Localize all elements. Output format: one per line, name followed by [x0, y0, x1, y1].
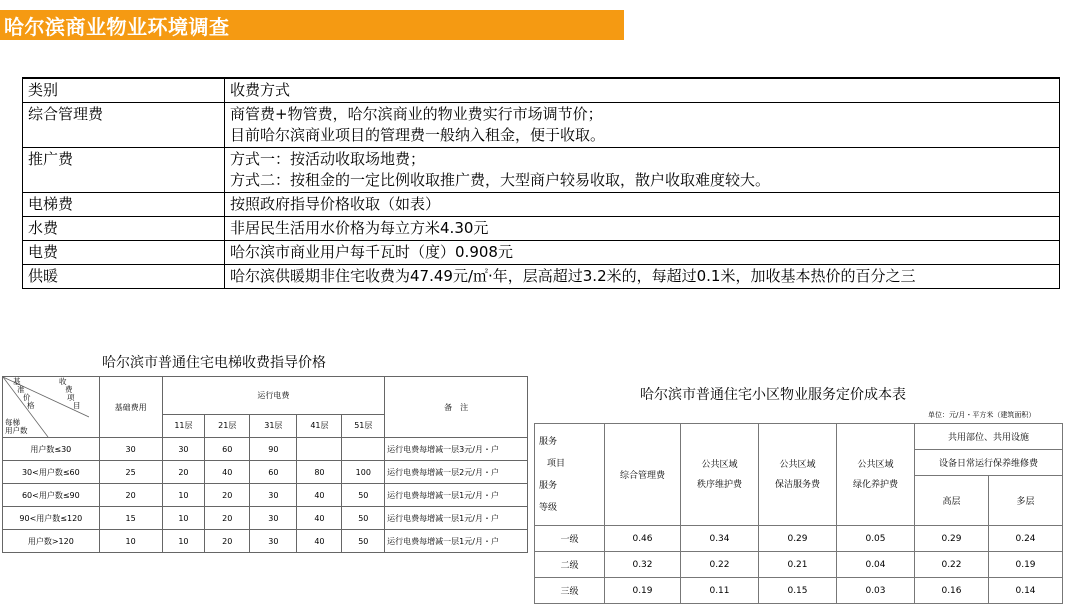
header-line: 公共区域: [779, 459, 816, 470]
value-cell: 0.04: [837, 552, 915, 578]
row-header-line: 服务: [539, 436, 558, 447]
table-row: [23, 241, 1060, 265]
row-category: 综合管理费: [23, 103, 225, 148]
corner-label: 准: [17, 385, 25, 394]
base-cell: 15: [99, 507, 162, 530]
value-cell: 0.14: [989, 578, 1063, 604]
fee-cell: 50: [342, 530, 385, 553]
elevator-header-row: [3, 377, 528, 415]
running-fee-header: 运行电费: [162, 377, 385, 415]
note-cell: 运行电费每增减一层1元/月・户: [385, 484, 528, 507]
floor-header: 21层: [205, 414, 250, 437]
high-rise-header: 高层: [915, 476, 989, 526]
fee-cell: 80: [297, 461, 342, 484]
method-line: 商管费+物管费，哈尔滨商业的物业费实行市场调节价；: [230, 105, 603, 123]
header-category: 类别: [23, 78, 225, 103]
title-banner: [0, 10, 624, 40]
value-cell: 0.29: [915, 526, 989, 552]
table-row: [3, 438, 528, 461]
value-cell: 0.05: [837, 526, 915, 552]
row-category: 电梯费: [23, 193, 225, 217]
note-cell: 运行电费每增减一层2元/月・户: [385, 461, 528, 484]
service-cost-table: [534, 423, 1063, 604]
fee-cell: [297, 438, 342, 461]
table-row: [535, 526, 1063, 552]
row-header-line: 等级: [539, 502, 558, 513]
note-cell: 运行电费每增减一层3元/月・户: [385, 438, 528, 461]
order-fee-header: [681, 424, 759, 526]
base-cell: 25: [99, 461, 162, 484]
fee-cell: [342, 438, 385, 461]
fee-cell: 30: [162, 438, 205, 461]
corner-label: 格: [27, 401, 35, 410]
header-line: 保洁服务费: [774, 479, 820, 490]
row-category: 推广费: [23, 148, 225, 193]
row-method: 哈尔滨供暖期非住宅收费为47.49元/㎡·年，层高超过3.2米的，每超过0.1米，加收基本热价的百分之三: [225, 265, 1060, 289]
fee-cell: 90: [250, 438, 297, 461]
corner-label: 基: [13, 377, 21, 386]
header-line: 公共区域: [857, 459, 894, 470]
value-cell: 0.19: [989, 552, 1063, 578]
fee-cell: 100: [342, 461, 385, 484]
row-method: 哈尔滨市商业用户每千瓦时（度）0.908元: [225, 241, 1060, 265]
header-line: 绿化养护费: [852, 479, 898, 490]
corner-label: 项: [67, 393, 75, 402]
row-method: [225, 148, 1060, 193]
fee-cell: 10: [162, 530, 205, 553]
fee-cell: 40: [297, 530, 342, 553]
users-cell: 用户数≤30: [3, 438, 100, 461]
maintenance-subheader: 设备日常运行保养维修费: [915, 450, 1063, 476]
table-row: [3, 484, 528, 507]
value-cell: 0.11: [681, 578, 759, 604]
row-method: 按照政府指导价格收取（如表）: [225, 193, 1060, 217]
fee-cell: 10: [162, 484, 205, 507]
method-line: 方式二：按租金的一定比例收取推广费，大型商户较易收取，散户收取难度较大。: [230, 171, 771, 189]
unit-note: 单位：元/月・平方米（建筑面积）: [928, 411, 1036, 419]
floor-header: 31层: [250, 414, 297, 437]
users-cell: 90<用户数≤120: [3, 507, 100, 530]
fee-cell: 40: [297, 484, 342, 507]
fee-cell: 50: [342, 484, 385, 507]
table-row: [23, 193, 1060, 217]
cost-table-title: 哈尔滨市普通住宅小区物业服务定价成本表: [640, 387, 906, 403]
table-row: [23, 265, 1060, 289]
value-cell: 0.03: [837, 578, 915, 604]
row-method: 非居民生活用水价格为每立方米4.30元: [225, 217, 1060, 241]
row-method: [225, 103, 1060, 148]
table-row: [535, 552, 1063, 578]
fee-table: [22, 77, 1060, 289]
value-cell: 0.22: [681, 552, 759, 578]
row-header-cell: [535, 424, 605, 526]
fee-table-header: [23, 78, 1060, 103]
note-cell: 运行电费每增减一层1元/月・户: [385, 507, 528, 530]
corner-label: 费: [65, 385, 73, 394]
cost-header-row: [535, 424, 1063, 450]
value-cell: 0.16: [915, 578, 989, 604]
note-header: 备 注: [385, 377, 528, 438]
fee-cell: 30: [250, 530, 297, 553]
value-cell: 0.21: [759, 552, 837, 578]
fee-cell: 10: [162, 507, 205, 530]
base-fee-header: 基础费用: [99, 377, 162, 438]
fee-cell: 20: [162, 461, 205, 484]
users-cell: 60<用户数≤90: [3, 484, 100, 507]
corner-label: 收: [59, 377, 67, 386]
grade-cell: 三级: [535, 578, 605, 604]
header-method: 收费方式: [225, 78, 1060, 103]
fee-cell: 40: [297, 507, 342, 530]
users-cell: 用户数>120: [3, 530, 100, 553]
value-cell: 0.34: [681, 526, 759, 552]
floor-header: 51层: [342, 414, 385, 437]
corner-label: 每梯: [5, 418, 20, 427]
greening-fee-header: [837, 424, 915, 526]
fee-cell: 30: [250, 484, 297, 507]
row-header-line: 项目: [547, 458, 566, 469]
fee-cell: 40: [205, 461, 250, 484]
fee-cell: 30: [250, 507, 297, 530]
row-category: 水费: [23, 217, 225, 241]
row-category: 电费: [23, 241, 225, 265]
table-row: [23, 148, 1060, 193]
elevator-table-title: 哈尔滨市普通住宅电梯收费指导价格: [102, 355, 326, 371]
cleaning-fee-header: [759, 424, 837, 526]
general-mgmt-header: 综合管理费: [605, 424, 681, 526]
elevator-fee-table: [2, 376, 528, 553]
fee-cell: 50: [342, 507, 385, 530]
table-row: [3, 530, 528, 553]
grade-cell: 一级: [535, 526, 605, 552]
floor-header: 41层: [297, 414, 342, 437]
row-header-line: 服务: [539, 480, 558, 491]
method-line: 目前哈尔滨商业项目的管理费一般纳入租金，便于收取。: [230, 126, 606, 144]
base-cell: 10: [99, 530, 162, 553]
table-row: [23, 217, 1060, 241]
table-row: [23, 103, 1060, 148]
table-row: [3, 507, 528, 530]
header-line: 公共区域: [701, 459, 738, 470]
value-cell: 0.24: [989, 526, 1063, 552]
fee-cell: 20: [205, 484, 250, 507]
page-title: 哈尔滨商业物业环境调查: [4, 14, 230, 39]
note-cell: 运行电费每增减一层1元/月・户: [385, 530, 528, 553]
grade-cell: 二级: [535, 552, 605, 578]
fee-cell: 20: [205, 507, 250, 530]
row-category: 供暖: [23, 265, 225, 289]
corner-label: 价: [23, 393, 31, 402]
table-row: [535, 578, 1063, 604]
method-line: 方式一：按活动收取场地费；: [230, 150, 426, 168]
value-cell: 0.32: [605, 552, 681, 578]
corner-label: 用户数: [5, 426, 28, 435]
maintenance-header: 共用部位、共用设施: [915, 424, 1063, 450]
fee-cell: 60: [250, 461, 297, 484]
value-cell: 0.46: [605, 526, 681, 552]
fee-cell: 20: [205, 530, 250, 553]
value-cell: 0.22: [915, 552, 989, 578]
fee-cell: 60: [205, 438, 250, 461]
table-row: [3, 461, 528, 484]
base-cell: 30: [99, 438, 162, 461]
users-cell: 30<用户数≤60: [3, 461, 100, 484]
value-cell: 0.29: [759, 526, 837, 552]
diagonal-header-cell: [3, 377, 100, 438]
base-cell: 20: [99, 484, 162, 507]
corner-label: 目: [73, 401, 81, 410]
floor-header: 11层: [162, 414, 205, 437]
value-cell: 0.15: [759, 578, 837, 604]
multi-story-header: 多层: [989, 476, 1063, 526]
value-cell: 0.19: [605, 578, 681, 604]
header-line: 秩序维护费: [696, 479, 742, 490]
